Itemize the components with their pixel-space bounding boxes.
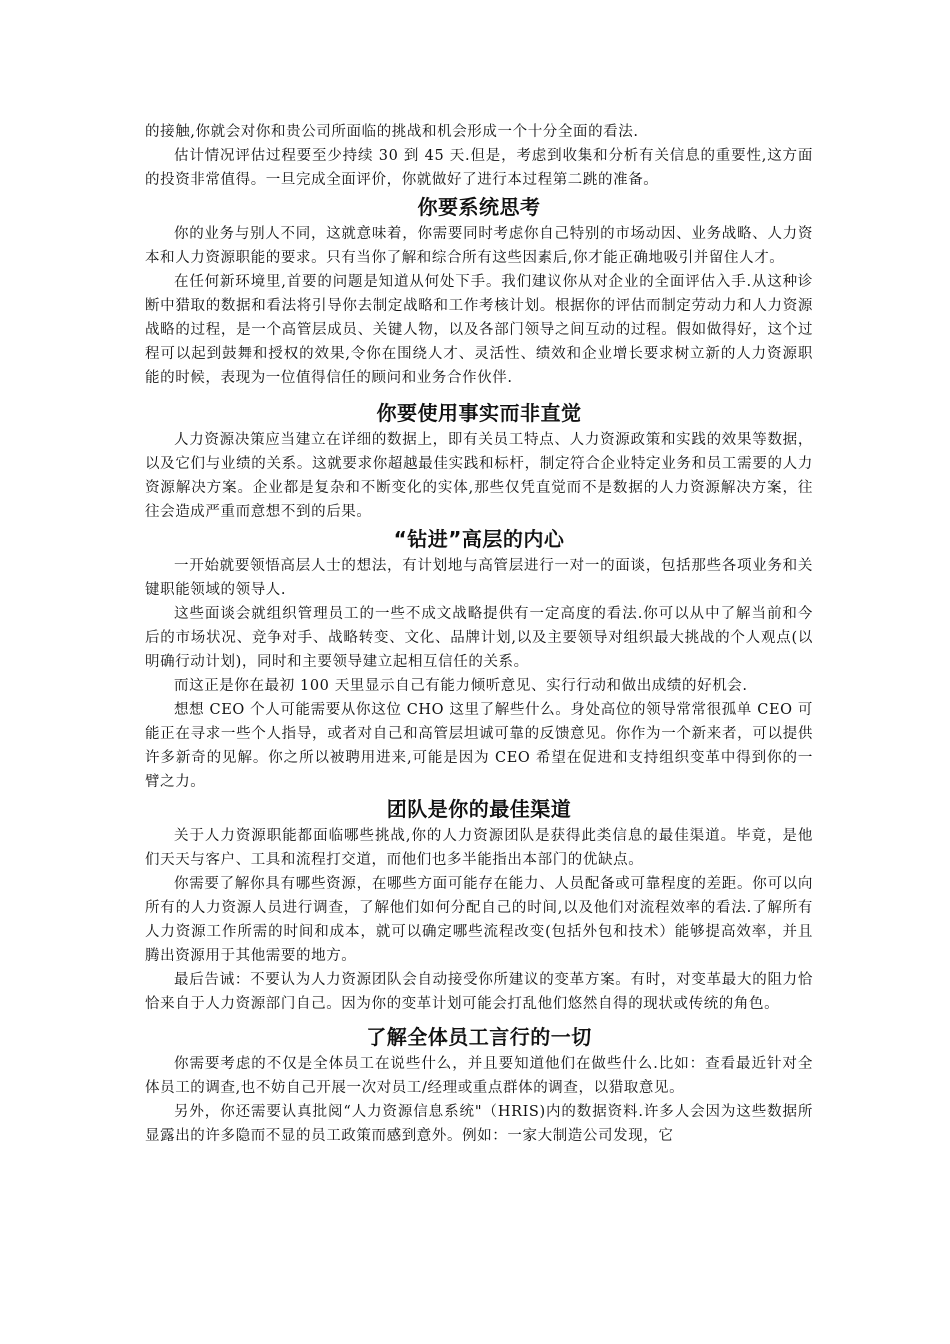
paragraph: 你需要了解你具有哪些资源，在哪些方面可能存在能力、人员配备或可靠程度的差距。你可以向所有的人力资源人员进行调查，了解他们如何分配自己的时间,以及他们对流程效率的看法.了解所有人力资源工作所需的时间和成本，就可以确定哪些流程改变(包括外包和技术）能够提高效率，并且腾出资源用于其他需要的地方。 — [145, 876, 813, 964]
paragraph: 一开始就要领悟高层人士的想法，有计划地与高管层进行一对一的面谈，包括那些各项业务和关键职能领域的领导人. — [145, 558, 813, 598]
paragraph: 关于人力资源职能都面临哪些挑战,你的人力资源团队是获得此类信息的最佳渠道。毕竟，是他们天天与客户、工具和流程打交道，而他们也多半能指出本部门的优缺点。 — [145, 828, 813, 868]
paragraph: 而这正是你在最初 100 天里显示自己有能力倾听意见、实行行动和做出成绩的好机会. — [174, 678, 748, 694]
section-heading-executive-mind: “钻进”高层的内心 — [393, 527, 565, 551]
document-page — [145, 120, 813, 1148]
paragraph: 在任何新环境里,首要的问题是知道从何处下手。我们建议你从对企业的全面评估入手.从这种诊断中猎取的数据和看法将引导你去制定战略和工作考核计划。根据你的评估而制定劳动力和人力资源战略的过程，是一个高管层成员、关键人物，以及各部门领导之间互动的过程。假如做得好，这个过程可以起到鼓舞和授权的效果,令你在围绕人才、灵活性、绩效和企业增长要求树立新的人力资源职能的时候，表现为一位值得信任的顾问和业务合作伙伴. — [145, 274, 813, 386]
paragraph: 人力资源决策应当建立在详细的数据上，即有关员工特点、人力资源政策和实践的效果等数据，以及它们与业绩的关系。这就要求你超越最佳实践和标杆，制定符合企业特定业务和员工需要的人力资源解决方案。企业都是复杂和不断变化的实体,那些仅凭直觉而不是数据的人力资源解决方案，往往会造成严重而意想不到的后果。 — [145, 432, 813, 520]
paragraph: 你需要考虑的不仅是全体员工在说些什么，并且要知道他们在做些什么.比如：查看最近针对全体员工的调查,也不妨自己开展一次对员工/经理或重点群体的调查，以猎取意见。 — [145, 1056, 813, 1096]
paragraph: 另外，你还需要认真批阅“人力资源信息系统"（HRIS)内的数据资料.许多人会因为这些数据所显露出的许多隐而不显的员工政策而感到意外。例如：一家大制造公司发现，它 — [145, 1104, 813, 1144]
paragraph: 这些面谈会就组织管理员工的一些不成文战略提供有一定高度的看法.你可以从中了解当前和今后的市场状况、竞争对手、战略转变、文化、品牌计划,以及主要领导对组织最大挑战的个人观点(以明确行动计划)，同时和主要领导建立起相互信任的关系。 — [145, 606, 813, 670]
paragraph: 估计情况评估过程要至少持续 30 到 45 天.但是，考虑到收集和分析有关信息的重要性,这方面的投资非常值得。一旦完成全面评价，你就做好了进行本过程第二跳的准备。 — [145, 148, 813, 188]
section-heading-facts-not-intuition: 你要使用事实而非直觉 — [376, 401, 582, 425]
paragraph: 想想 CEO 个人可能需要从你这位 CHO 这里了解些什么。身处高位的领导常常很孤单 CEO 可能正在寻求一些个人指导，或者对自己和高管层坦诚可靠的反馈意见。你作为一个新来者，可以提供许多新奇的见解。你之所以被聘用进来,可能是因为 CEO 希望在促进和支持组织变革中得到你的一臂之力。 — [145, 702, 813, 790]
paragraph: 最后告诫：不要认为人力资源团队会自动接受你所建议的变革方案。有时，对变革最大的阻力恰恰来自于人力资源部门自己。因为你的变革计划可能会打乱他们悠然自得的现状或传统的角色。 — [145, 972, 813, 1012]
paragraph: 的接触,你就会对你和贵公司所面临的挑战和机会形成一个十分全面的看法. — [145, 124, 639, 140]
section-heading-team-channel: 团队是你的最佳渠道 — [386, 797, 572, 821]
paragraph: 你的业务与别人不同，这就意味着，你需要同时考虑你自己特别的市场动因、业务战略、人力资本和人力资源职能的要求。只有当你了解和综合所有这些因素后,你才能正确地吸引并留住人才。 — [145, 226, 813, 266]
section-heading-systems-thinking: 你要系统思考 — [417, 195, 541, 219]
section-heading-employee-insight: 了解全体员工言行的一切 — [366, 1025, 592, 1049]
